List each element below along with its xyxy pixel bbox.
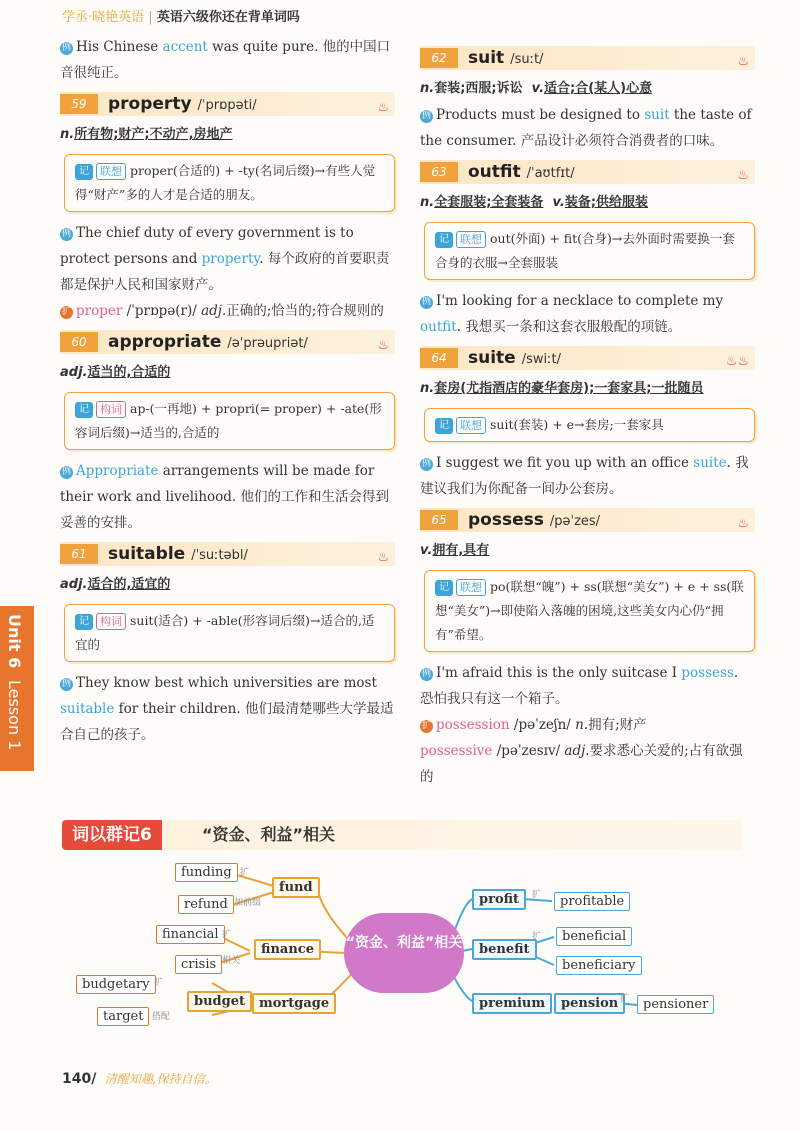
mind-map bbox=[62, 855, 752, 1035]
node-profitable: profitable bbox=[554, 892, 630, 911]
node-benefit: benefit bbox=[472, 939, 537, 960]
word-entry-possess: 65 possess /pəˈzes/ ♨ bbox=[420, 508, 755, 532]
example-icon: 例 bbox=[61, 467, 71, 477]
definition: v.拥有,具有 bbox=[420, 543, 490, 558]
note-kuo: 扩 bbox=[240, 868, 250, 878]
example-icon: 例 bbox=[421, 459, 431, 469]
mnemonic-icon: 记 bbox=[75, 402, 93, 418]
definition: n.套装;西服;诉讼 v.适合;合(某人)心意 bbox=[420, 81, 653, 96]
node-pension: pension bbox=[554, 993, 625, 1014]
headword: possess /pəˈzes/ bbox=[468, 510, 601, 530]
node-profit: profit bbox=[472, 889, 526, 910]
headword: suite /swiːt/ bbox=[468, 348, 561, 368]
definition: n.全套服装;全套装备 v.装备;供给服装 bbox=[420, 195, 649, 210]
node-budgetary: budgetary bbox=[76, 975, 156, 994]
lesson-label: Lesson 1 bbox=[5, 680, 24, 751]
node-fund: fund bbox=[272, 877, 320, 898]
headword: suitable /ˈsuːtəbl/ bbox=[108, 544, 248, 564]
section-badge: 词以群记6 bbox=[62, 820, 162, 850]
fire-icon: ♨ bbox=[377, 338, 389, 353]
node-beneficiary: beneficiary bbox=[556, 956, 642, 975]
headword: outfit /ˈaʊtfɪt/ bbox=[468, 162, 575, 182]
example-outfit: 例 I'm looking for a necklace to complete my outfit. 我想买一条和这套衣服般配的项链。 bbox=[420, 293, 724, 335]
page-number: 140/ bbox=[62, 1071, 97, 1087]
note-kuo: 扩 bbox=[620, 994, 630, 1004]
fire-icon: ♨ bbox=[377, 100, 389, 115]
section-title bbox=[62, 820, 742, 850]
extension-possession: 扩 possession /pəˈzeʃn/ n.拥有;财产 bbox=[421, 717, 647, 733]
node-crisis: crisis bbox=[175, 955, 222, 974]
extension-icon: 扩 bbox=[421, 721, 431, 731]
word-entry-property: 59 property /ˈprɒpəti/ ♨ bbox=[60, 92, 395, 116]
example-appropriate: 例 Appropriate arrangements will be made for their work and livelihood. 他们的工作和生活会得到妥善的安排。 bbox=[60, 463, 390, 531]
node-beneficial: beneficial bbox=[556, 927, 632, 946]
node-finance: finance bbox=[254, 939, 321, 960]
note-kuo: 扩 bbox=[532, 890, 542, 900]
mnemonic-icon: 记 bbox=[435, 232, 453, 248]
node-mortgage: mortgage bbox=[252, 993, 336, 1014]
fire-icon: ♨ bbox=[737, 168, 749, 183]
example-icon: 例 bbox=[421, 297, 431, 307]
headword: property /ˈprɒpəti/ bbox=[108, 94, 257, 114]
example-icon: 例 bbox=[61, 229, 71, 239]
word-entry-suite: 64 suite /swiːt/ ♨♨ bbox=[420, 346, 755, 370]
example-suite: 例 I suggest we fit you up with an office suite. 我建议我们为你配备一间办公套房。 bbox=[420, 455, 749, 497]
node-pensioner: pensioner bbox=[637, 995, 714, 1014]
example-suitable: 例 They know best which universities are most suitable for their children. 他们最清楚哪些大学最适合自己的孩子。 bbox=[60, 675, 394, 743]
mind-map-center: “资金、利益”相关 bbox=[344, 913, 464, 993]
extension-possessive: possessive /pəˈzesɪv/ adj.要求悉心关爱的;占有欲强的 bbox=[420, 743, 743, 785]
left-column bbox=[60, 34, 395, 748]
headword: appropriate /əˈprəupriət/ bbox=[108, 332, 308, 352]
node-refund: refund bbox=[178, 895, 234, 914]
section-heading: “资金、利益”相关 bbox=[202, 825, 336, 844]
mnemonic-box: 记 联想 po(联想“魄”) + ss(联想“美女”) + e + ss(联想“美女”)→即使陷入落魄的困境,这些美女内心仍“拥有”希望。 bbox=[424, 570, 755, 652]
unit-tab bbox=[0, 606, 34, 771]
mnemonic-icon: 记 bbox=[75, 164, 93, 180]
page-header: 学丞·晓艳英语 | 英语六级你还在背单词吗 bbox=[62, 10, 300, 25]
fire-icon: ♨ bbox=[737, 54, 749, 69]
node-funding: funding bbox=[175, 863, 238, 882]
note-kuo: 扩 bbox=[222, 930, 232, 940]
word-formation-box: 记 构词 ap-(一再地) + propri(= proper) + -ate(形容词后缀)→适当的,合适的 bbox=[64, 392, 395, 450]
word-entry-outfit: 63 outfit /ˈaʊtfɪt/ ♨ bbox=[420, 160, 755, 184]
fire-icon: ♨ bbox=[737, 516, 749, 531]
definition: adj.适合的,适宜的 bbox=[60, 577, 171, 592]
fire-icon: ♨♨ bbox=[725, 354, 749, 369]
word-entry-appropriate: 60 appropriate /əˈprəupriət/ ♨ bbox=[60, 330, 395, 354]
mnemonic-icon: 记 bbox=[435, 580, 453, 596]
example-accent: 例 His Chinese accent was quite pure. 他的中国口音很纯正。 bbox=[60, 39, 391, 81]
mnemonic-box: 记 联想 out(外面) + fit(合身)→去外面时需要换一套合身的衣服→全套服装 bbox=[424, 222, 755, 280]
node-target: target bbox=[97, 1007, 149, 1026]
mnemonic-icon: 记 bbox=[75, 614, 93, 630]
definition: n.套房(尤指酒店的豪华套房);一套家具;一批随员 bbox=[420, 381, 704, 396]
note-related: 相关 bbox=[222, 956, 241, 966]
right-column bbox=[420, 46, 755, 790]
node-financial: financial bbox=[156, 925, 225, 944]
headword: suit /suːt/ bbox=[468, 48, 544, 68]
example-possess: 例 I'm afraid this is the only suitcase I possess. 恐怕我只有这一个箱子。 bbox=[420, 665, 739, 707]
example-property: 例 The chief duty of every government is to protect persons and property. 每个政府的首要职责都是保护人民和国家财产。 bbox=[60, 225, 390, 293]
note-add-prefix: 加前缀 bbox=[234, 898, 262, 908]
mnemonic-box: 记 联想 proper(合适的) + -ty(名词后缀)→有些人觉得“财产”多的人才是合适的朋友。 bbox=[64, 154, 395, 212]
example-icon: 例 bbox=[61, 43, 71, 53]
unit-label: Unit 6 bbox=[5, 614, 24, 669]
definition: adj.适当的,合适的 bbox=[60, 365, 171, 380]
definition: n.所有物;财产;不动产,房地产 bbox=[60, 127, 233, 142]
footer-motto: 清醒知趣,保持自信。 bbox=[104, 1072, 217, 1086]
brand: 学丞·晓艳英语 bbox=[62, 10, 145, 25]
example-icon: 例 bbox=[61, 679, 71, 689]
page-footer bbox=[62, 1070, 217, 1087]
mnemonic-box: 记 联想 suit(套装) + e→套房;一套家具 bbox=[424, 408, 755, 442]
example-icon: 例 bbox=[421, 669, 431, 679]
node-budget: budget bbox=[187, 991, 252, 1012]
word-entry-suitable: 61 suitable /ˈsuːtəbl/ ♨ bbox=[60, 542, 395, 566]
mnemonic-icon: 记 bbox=[435, 418, 453, 434]
fire-icon: ♨ bbox=[377, 550, 389, 565]
word-formation-box: 记 构词 suit(适合) + -able(形容词后缀)→适合的,适宜的 bbox=[64, 604, 395, 662]
note-kuo: 扩 bbox=[154, 978, 164, 988]
node-premium: premium bbox=[472, 993, 552, 1014]
example-icon: 例 bbox=[421, 111, 431, 121]
extension-proper: 扩 proper /ˈprɒpə(r)/ adj.正确的;恰当的;符合规则的 bbox=[61, 303, 384, 319]
note-collocation: 搭配 bbox=[152, 1012, 171, 1022]
example-suit: 例 Products must be designed to suit the taste of the consumer. 产品设计必须符合消费者的口味。 bbox=[420, 107, 752, 149]
word-entry-suit: 62 suit /suːt/ ♨ bbox=[420, 46, 755, 70]
extension-icon: 扩 bbox=[61, 307, 71, 317]
note-kuo: 扩 bbox=[532, 932, 542, 942]
header-subtitle: 英语六级你还在背单词吗 bbox=[156, 10, 300, 25]
